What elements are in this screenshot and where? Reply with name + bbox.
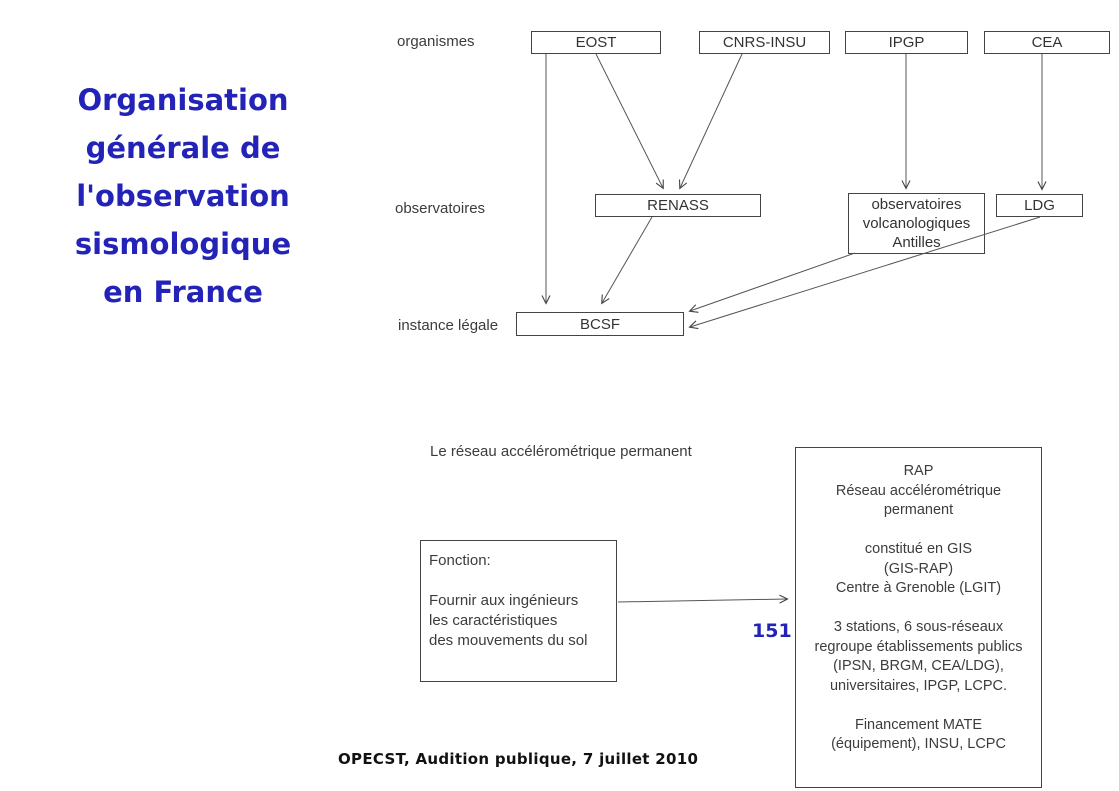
footer-caption: OPECST, Audition publique, 7 juillet 2010 [338,750,699,768]
rap-box-line: RAP [903,463,934,479]
slide-title-line: sismologique [74,227,292,261]
rap-box-line: Financement MATE [854,716,983,733]
node-cnrs-insu: CNRS-INSU [699,31,830,54]
rap-box-line [800,521,1037,541]
row-label-organismes: organismes [397,33,475,50]
fonction-box-line: Fonction: [429,552,491,569]
node-cea: CEA [984,31,1110,54]
fonction-box [420,540,617,682]
page-number: 151 [752,620,792,642]
slide-title [38,76,328,316]
fonction-box-line [429,571,608,591]
slide-title-line: l'observation [76,179,290,213]
rap-box [795,447,1042,788]
rap-box-line: Réseau accélérométrique [835,482,1002,499]
rap-box-line: (GIS-RAP) [883,560,954,577]
fonction-box-line: les caractéristiques [429,612,558,629]
slide-title-line: Organisation [77,83,289,117]
slide-title-line: en France [103,275,263,309]
rap-box-line: (équipement), INSU, LCPC [831,736,1006,752]
rap-box-line: permanent [883,502,954,518]
node-observatoires-volcanologiques-line: volcanologiques [862,215,971,232]
rap-box-line: (IPSN, BRGM, CEA/LDG), [833,658,1004,674]
node-renass: RENASS [595,194,761,217]
fonction-box-line: Fournir aux ingénieurs [429,592,579,609]
rap-box-line [800,599,1037,619]
rap-box-line: 3 stations, 6 sous-réseaux [833,619,1004,635]
node-eost: EOST [531,31,661,54]
node-observatoires-volcanologiques [848,193,985,254]
rap-box-line: universitaires, IPGP, LCPC. [829,677,1008,694]
slide-title-line: générale de [85,131,281,165]
row-label-instance-legale: instance légale [398,317,499,334]
row-label-observatoires: observatoires [395,200,486,217]
node-ldg: LDG [996,194,1083,217]
rap-box-line: regroupe établissements publics [814,638,1023,655]
fonction-box-line: des mouvements du sol [429,632,588,649]
node-ipgp: IPGP [845,31,968,54]
rap-section-heading: Le réseau accélérométrique permanent [430,443,692,460]
node-observatoires-volcanologiques-line: observatoires [871,196,962,213]
node-bcsf: BCSF [516,312,684,336]
rap-box-line [800,696,1037,716]
rap-box-line: Centre à Grenoble (LGIT) [835,580,1002,596]
node-observatoires-volcanologiques-line: Antilles [892,234,941,251]
rap-box-line: constitué en GIS [864,541,973,557]
